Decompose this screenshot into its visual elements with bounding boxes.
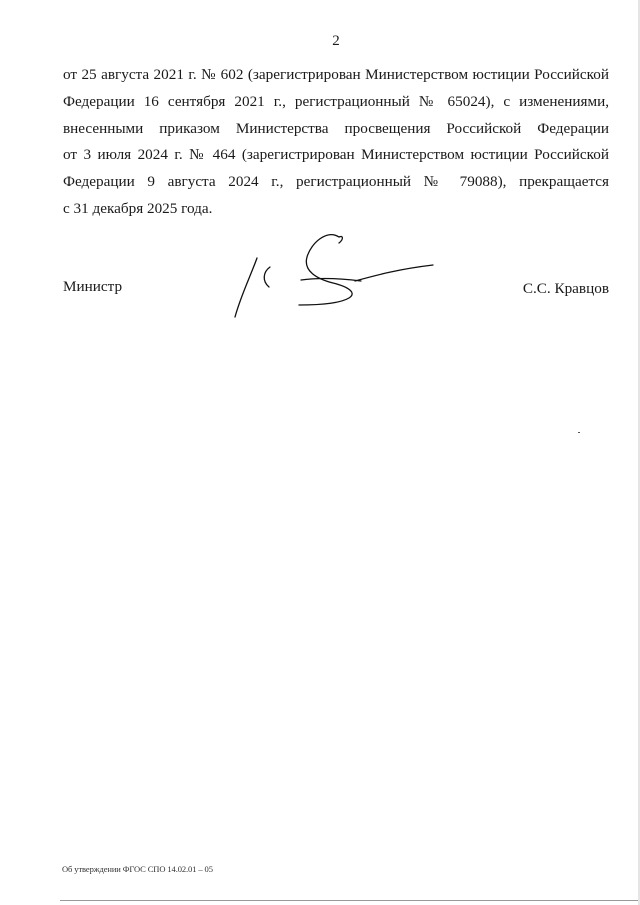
paragraph-line-4: от 3 июля 2024 г. № 464 (зарегистрирован Министерством юстиции Российской — [63, 146, 609, 164]
scan-speck — [578, 432, 580, 433]
body-paragraph — [63, 62, 609, 223]
footer-note: Об утверждении ФГОС СПО 14.02.01 – 05 — [62, 864, 213, 874]
signatory-name: С.С. Кравцов — [522, 280, 609, 297]
paragraph-line-1: от 25 августа 2021 г. № 602 (зарегистрирован Министерством юстиции Российской — [63, 66, 609, 83]
bottom-divider — [60, 900, 640, 901]
page-number: 2 — [332, 33, 340, 49]
handwritten-signature — [227, 225, 437, 325]
paragraph-line-3: внесенными приказом Министерства просвещения Российской Федерации — [63, 119, 609, 137]
paragraph-line-5: Федерации 9 августа 2024 г., регистрационный № 79088), прекращается — [63, 173, 609, 191]
paragraph-line-2: Федерации 16 сентября 2021 г., регистрационный № 65024), с изменениями, — [63, 92, 609, 110]
signatory-title: Министр — [63, 278, 123, 295]
paragraph-line-6: с 31 декабря 2025 года. — [63, 199, 213, 217]
